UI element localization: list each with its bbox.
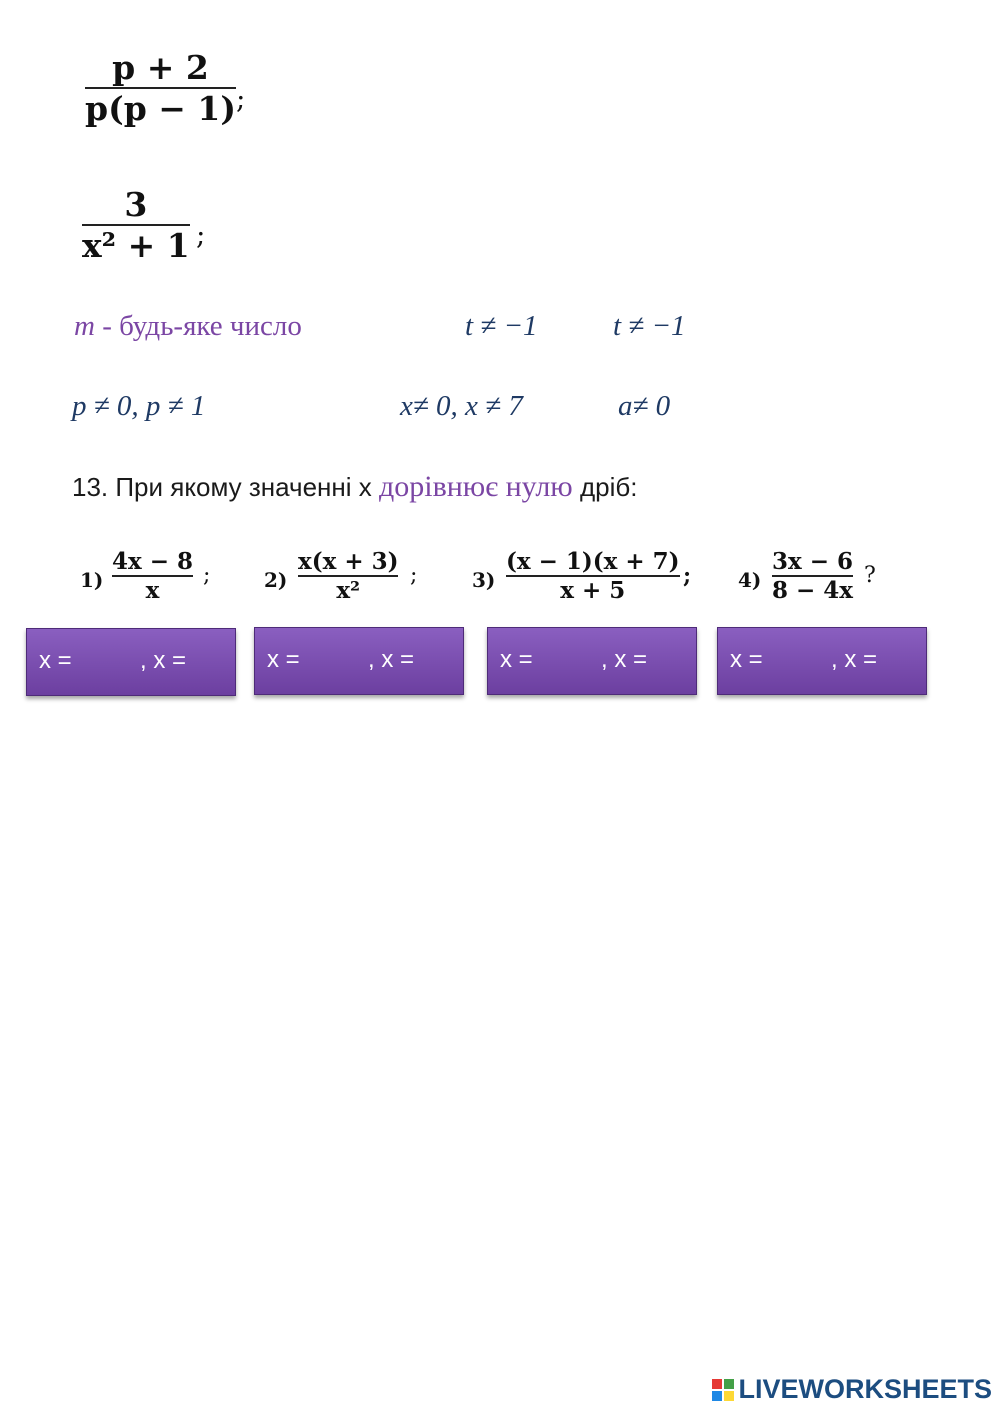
item-4-numerator: 3x − 6 xyxy=(772,548,854,575)
item-4-number: 4) xyxy=(738,568,762,592)
item-1-punct: ; xyxy=(203,563,211,588)
item-2-fraction xyxy=(298,548,398,604)
answer-box-label-1: x = xyxy=(500,646,533,673)
answer-box-label-1: x = xyxy=(730,646,763,673)
fraction-2-punct: ; xyxy=(196,218,206,251)
answer-box-label-2: , x = xyxy=(831,646,878,673)
item-1-denominator: x xyxy=(145,577,160,604)
answer-input-4b[interactable] xyxy=(892,642,928,678)
answer-input-4a[interactable] xyxy=(776,642,830,678)
answer-t-2-text: t ≠ −1 xyxy=(613,310,686,342)
answer-m-var: m xyxy=(74,310,95,342)
answer-input-2a[interactable] xyxy=(313,642,367,678)
answer-x xyxy=(400,390,523,423)
answer-x-text: x≠ 0, x ≠ 7 xyxy=(400,390,523,422)
answer-box-3 xyxy=(487,627,697,695)
answer-input-3a[interactable] xyxy=(546,642,600,678)
answer-input-1a[interactable] xyxy=(85,643,139,679)
answer-box-4 xyxy=(717,627,927,695)
fraction-1-numerator: p + 2 xyxy=(112,48,209,87)
question-prefix: 13. При якому значенні х xyxy=(72,472,379,502)
item-1-fraction xyxy=(112,548,193,604)
liveworksheets-logo xyxy=(712,1374,992,1405)
answer-input-3b[interactable] xyxy=(662,642,698,678)
answer-box-label-1: x = xyxy=(267,646,300,673)
answer-box-label-1: x = xyxy=(39,647,72,674)
answer-p xyxy=(72,390,205,423)
fraction-2-denominator: x² + 1 xyxy=(82,226,190,265)
fraction-1-punct: ; xyxy=(236,82,246,115)
item-3-number: 3) xyxy=(472,568,496,592)
answer-box-label-2: , x = xyxy=(368,646,415,673)
item-3-punct: ; xyxy=(683,563,692,589)
answer-t-2 xyxy=(613,310,686,343)
answer-m-text: - будь-яке число xyxy=(94,310,302,342)
answer-row-1 xyxy=(74,310,302,343)
answer-t-1-text: t ≠ −1 xyxy=(465,310,538,342)
logo-text: LIVEWORKSHEETS xyxy=(738,1374,992,1404)
answer-box-label-2: , x = xyxy=(601,646,648,673)
item-3-fraction xyxy=(506,548,680,604)
item-4-punct: ? xyxy=(864,563,876,588)
answer-box-label-2: , x = xyxy=(140,647,187,674)
fraction-2 xyxy=(82,185,190,265)
answer-input-2b[interactable] xyxy=(429,642,465,678)
item-3-numerator: (x − 1)(x + 7) xyxy=(506,548,680,575)
item-2-punct: ; xyxy=(410,563,418,588)
question-13 xyxy=(72,470,637,504)
item-2-number: 2) xyxy=(264,568,288,592)
fraction-2-numerator: 3 xyxy=(124,185,148,224)
item-2-denominator: x² xyxy=(336,577,361,604)
answer-t-1 xyxy=(465,310,538,343)
question-suffix: дріб: xyxy=(572,472,638,502)
item-1-number: 1) xyxy=(80,568,104,592)
item-4-denominator: 8 − 4x xyxy=(772,577,854,604)
item-2-numerator: x(x + 3) xyxy=(298,548,399,575)
fraction-1-denominator: p(p − 1) xyxy=(85,89,236,128)
item-4-fraction xyxy=(772,548,853,604)
liveworksheets-logo-icon xyxy=(712,1379,734,1401)
answer-input-1b[interactable] xyxy=(201,643,237,679)
answer-box-2 xyxy=(254,627,464,695)
answer-a-text: a≠ 0 xyxy=(618,390,671,422)
item-3-denominator: x + 5 xyxy=(560,577,626,604)
answer-p-text: p ≠ 0, p ≠ 1 xyxy=(72,390,206,422)
answer-box-1 xyxy=(26,628,236,696)
answer-a xyxy=(618,390,670,423)
fraction-1 xyxy=(85,48,236,128)
question-highlight: дорівнює нулю xyxy=(378,470,573,503)
item-1-numerator: 4x − 8 xyxy=(112,548,194,575)
